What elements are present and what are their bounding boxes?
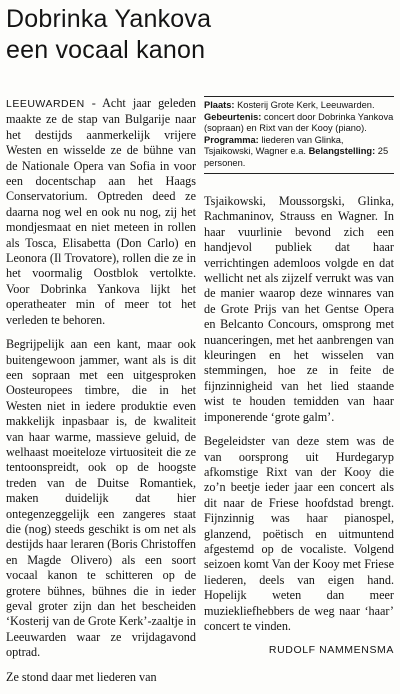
headline-line-2: een vocaal kanon [6, 36, 206, 64]
article-headline [6, 4, 394, 66]
right-column [204, 96, 394, 659]
info-programma-label: Programma: [204, 134, 259, 145]
left-column [6, 96, 196, 694]
info-belangstelling-value: 25 personen. [204, 146, 389, 168]
info-belangstelling-label: Belangstelling: [308, 146, 376, 156]
paragraph-2: Begrijpelijk aan een kant, maar ook buitengewoon jammer, want als is dit een sopraan met een uitgesproken Oosteuropees timbre, die in het Westen niet in iedere produktie even makkelijk inpasbaar is, de kwaliteit van haar warme, massieve geluid, de welhaast moeiteloze virtuositeit die ze tentoonspreidt, ook op de hoogste treden van de Duitse Romantiek, maken duidelijk dat hier ontegenzeggelijk een zangeres staat die (nog) steeds geschikt is om net als destijds haar leraren (Boris Christoffen en Magde Olivero) als een soort vocaal kanon te schitteren op de grotere bühnes, bühnes die in ieder geval groter zijn dan het bescheiden ‘Kosterij van de Grote Kerk’-zaaltje in Leeuwarden waar ze vrijdagavond optrad. [6, 337, 196, 660]
info-plaats-value: Kosterij Grote Kerk, Leeuwarden. [234, 100, 375, 110]
dateline: LEEUWARDEN [6, 98, 85, 110]
paragraph-3: Ze stond daar met liederen van [6, 669, 157, 684]
concert-info-box [204, 96, 394, 174]
info-plaats-label: Plaats: [204, 100, 235, 110]
paragraph-1-text: - Acht jaar geleden maakte ze de stap van Bulgarije naar het destijds aanmerkelijk vrijere Westen en wisselde ze de bühne van de Nationale Opera van Sofia in voor een docentschap aan het Haags Conservatorium. Optreden deed ze daarna nog wel en ook nu nog, zij het mondjesmaat en niet meteen in rollen als Tosca, Elisabetta (Don Carlo) en Leonora (Il Trovatore), rollen die ze in het voormalig Oostblok vertolkte. Voor Dobrinka Yankova lijkt het operatheater min of meer tot het verleden te behoren. [6, 96, 196, 327]
paragraph-1 [6, 96, 196, 328]
info-programma-value: liederen van Glinka, Tsjaikowski, Wagner e.a. [204, 134, 344, 156]
paragraph-4: Tsjaikowski, Moussorgski, Glinka, Rachmaninov, Strauss en Wagner. In haar vuurlinie bevond zich een handjevol publiek dat haar verrichtingen ademloos volgde en dat wellicht net als zijzelf verrukt was van de manier waarop deze winnares van de Grote Prijs van het Gentse Opera en Belcanto Concours, omsprong met nuanceringen, met het aanbrengen van kleuringen en het wisselen van stemmingen, hoe ze in feite de fijnzinnigheid van het lied staande wist te houden temidden van haar imponerende ‘grote galm’. [204, 194, 394, 424]
headline-line-1: Dobrinka Yankova [6, 5, 212, 33]
paragraph-5: Begeleidster van deze stem was de van oorsprong uit Hurdegaryp afkomstige Rixt van der Kooy die zo’n beetje ieder jaar een concert als dit naar de Friese hoofdstad brengt. Fijnzinnig was haar pianospel, glanzend, poëtisch en uitmuntend afgestemd op de vocaliste. Volgend seizoen komt Van der Kooy met Friese liederen, deels van eigen hand. Hopelijk weten dan meer muziekliefhebbers de weg naar ‘haar’ concert te vinden. [204, 434, 394, 633]
info-gebeurtenis-value: concert door Dobrinka Yankova (sopraan) en Rixt van der Kooy (piano). [204, 111, 394, 133]
info-gebeurtenis-label: Gebeurtenis: [204, 111, 262, 122]
author-byline: RUDOLF NAMMENSMA [268, 644, 394, 657]
